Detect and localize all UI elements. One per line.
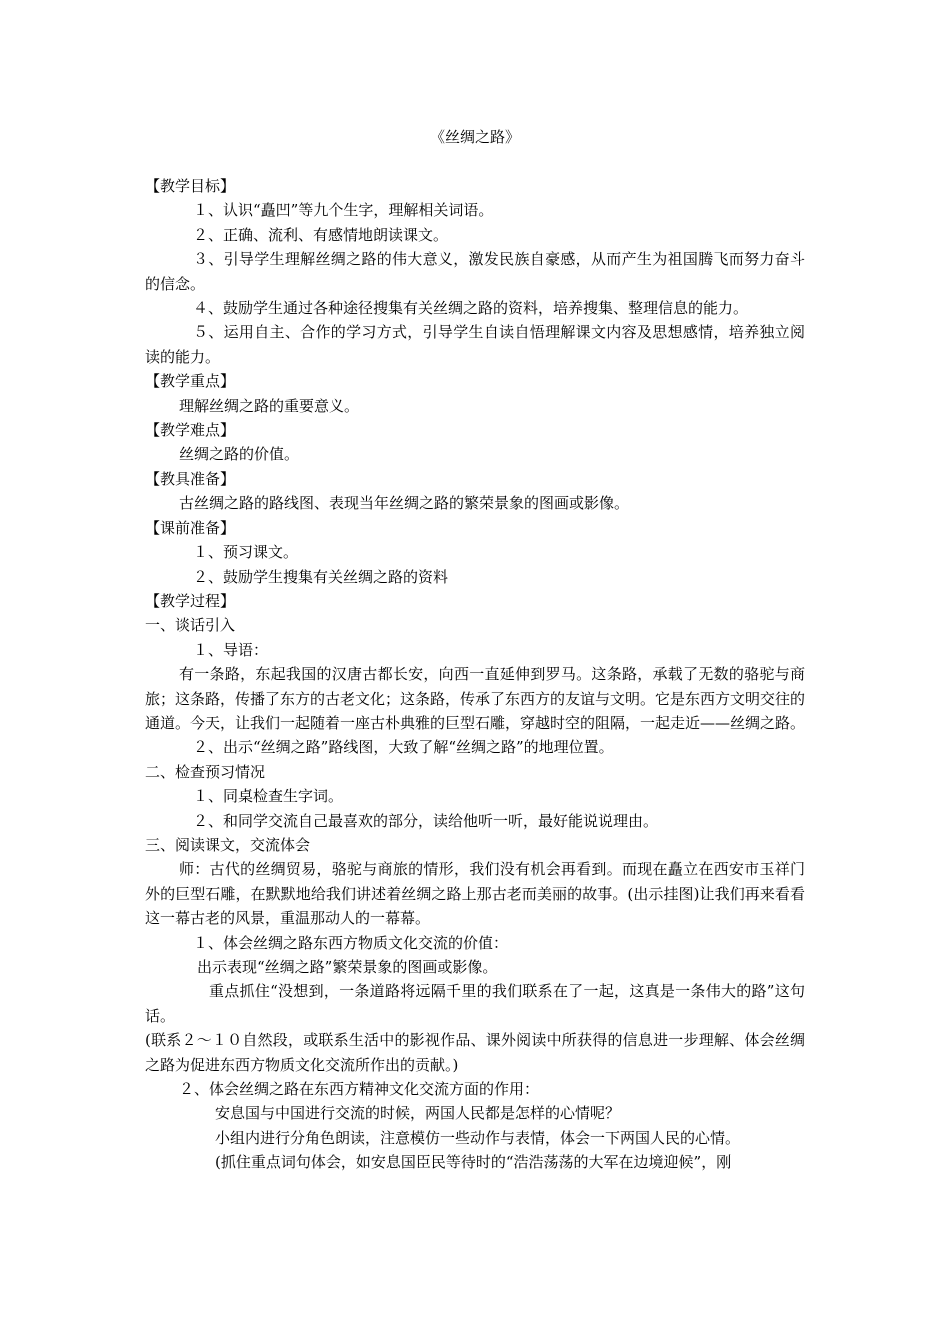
paragraph: ２、和同学交流自己最喜欢的部分，读给他听一听，最好能说说理由。 [193, 811, 659, 830]
paragraph: 三、阅读课文，交流体会 [145, 835, 311, 854]
paragraph: 出示表现“丝绸之路”繁荣景象的图画或影像。 [197, 958, 498, 976]
paragraph: １、体会丝绸之路东西方物质文化交流的价值： [193, 933, 509, 952]
paragraph: ２、出示“丝绸之路”路线图，大致了解“丝绸之路”的地理位置。 [193, 738, 614, 757]
paragraph: ３、引导学生理解丝绸之路的伟大意义，激发民族自豪感，从而产生为祖国腾飞而努力奋斗的信念。 [145, 250, 805, 293]
paragraph: 【教学目标】 [145, 177, 236, 195]
paragraph: 理解丝绸之路的重要意义。 [179, 396, 360, 415]
paragraph: 【教学过程】 [145, 591, 236, 610]
paragraph: (抓住重点词句体会，如安息国臣民等待时的“浩浩荡荡的大军在边境迎候”，刚 [215, 1153, 732, 1172]
paragraph: 二、检查预习情况 [145, 762, 266, 781]
paragraph: (联系２～１０自然段，或联系生活中的影视作品、课外阅读中所获得的信息进一步理解、体会丝绸之路为促进东西方物质文化交流所作出的贡献。) [145, 1031, 805, 1074]
paragraph: ２、体会丝绸之路在东西方精神文化交流方面的作用： [179, 1080, 540, 1099]
paragraph: ２、鼓励学生搜集有关丝绸之路的资料 [193, 567, 449, 586]
paragraph: １、预习课文。 [193, 543, 299, 562]
paragraph: 【教具准备】 [145, 469, 236, 488]
paragraph: 【教学难点】 [145, 421, 236, 440]
paragraph: 一、谈话引入 [145, 616, 236, 635]
document-body [145, 174, 805, 1175]
paragraph: 有一条路，东起我国的汉唐古都长安，向西一直延伸到罗马。这条路，承载了无数的骆驼与商旅；这条路，传播了东方的古老文化；这条路，传承了东西方的友谊与文明。它是东西方文明交往的通道。今天，让我们一起随着一座古朴典雅的巨型石雕，穿越时空的阻隔，一起走近——丝绸之路。 [145, 665, 806, 732]
paragraph: ５、运用自主、合作的学习方式，引导学生自读自悟理解课文内容及思想感情，培养独立阅读的能力。 [145, 323, 805, 366]
paragraph: １、认识“矗凹”等九个生字，理解相关词语。 [193, 201, 494, 220]
paragraph: 【课前准备】 [145, 518, 236, 537]
paragraph: 安息国与中国进行交流的时候，两国人民都是怎样的心情呢？ [215, 1104, 621, 1123]
paragraph: 重点抓住“没想到，一条道路将远隔千里的我们联系在了一起，这真是一条伟大的路”这句话。 [145, 982, 805, 1025]
paragraph: １、导语： [193, 640, 269, 659]
paragraph: ２、正确、流利、有感情地朗读课文。 [193, 225, 449, 244]
paragraph: １、同桌检查生字词。 [193, 787, 344, 806]
paragraph: 古丝绸之路的路线图、表现当年丝绸之路的繁荣景象的图画或影像。 [179, 494, 630, 513]
paragraph: 师：古代的丝绸贸易，骆驼与商旅的情形，我们没有机会再看到。而现在矗立在西安市玉祥门外的巨型石雕，在默默地给我们讲述着丝绸之路上那古老而美丽的故事。(出示挂图)让我们再来看看这一幕古老的风景，重温那动人的一幕幕。 [145, 860, 805, 928]
page-title: 《丝绸之路》 [429, 128, 520, 146]
paragraph: ４、鼓励学生通过各种途径搜集有关丝绸之路的资料，培养搜集、整理信息的能力。 [193, 299, 749, 318]
paragraph: 小组内进行分角色朗读，注意模仿一些动作与表情，体会一下两国人民的心情。 [215, 1128, 741, 1147]
paragraph: 【教学重点】 [145, 372, 236, 391]
paragraph: 丝绸之路的价值。 [179, 445, 300, 464]
